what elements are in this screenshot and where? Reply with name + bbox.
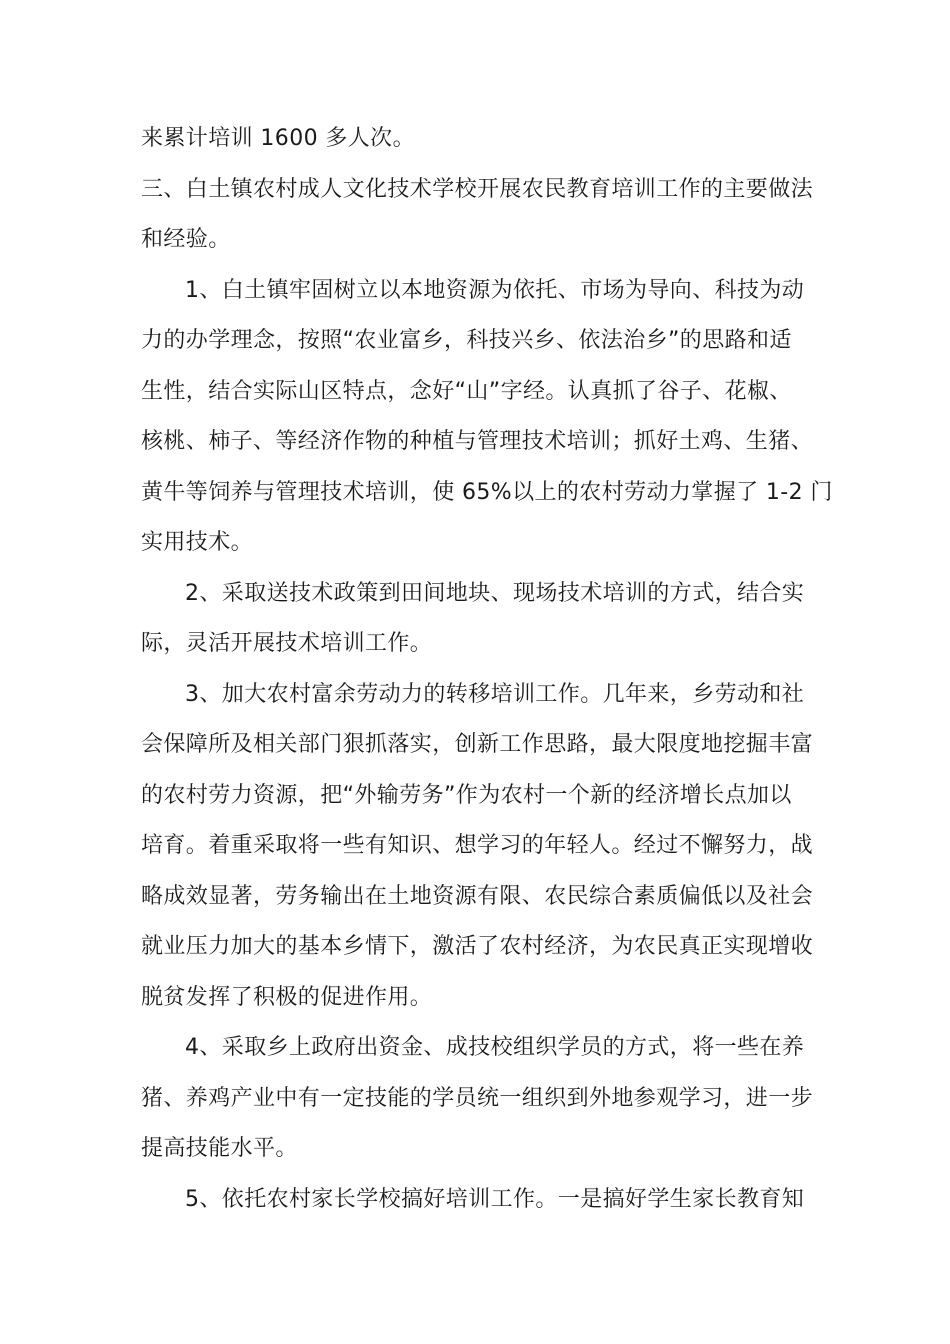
paragraph-1-line-5: 黄牛等饲养与管理技术培训，使 65%以上的农村劳动力掌握了 1-2 门 [141,480,833,505]
paragraph-3-line-6: 就业压力加大的基本乡情下，激活了农村经济，为农民真正实现增收 [141,934,814,959]
paragraph-3-line-4: 培育。着重采取将一些有知识、想学习的年轻人。经过不懈努力，战 [141,833,814,858]
paragraph-3-line-2: 会保障所及相关部门狠抓落实，创新工作思路，最大限度地挖掘丰富 [141,732,814,757]
paragraph-2-line-2: 际，灵活开展技术培训工作。 [141,631,433,656]
paragraph-4-line-1: 4、采取乡上政府出资金、成技校组织学员的方式，将一些在养 [185,1035,805,1060]
paragraph-1-line-2: 力的办学理念，按照“农业富乡，科技兴乡、依法治乡”的思路和适 [141,328,792,353]
paragraph-1-line-3: 生性，结合实际山区特点，念好“山”字经。认真抓了谷子、花椒、 [141,379,792,404]
paragraph-1-line-4: 核桃、柿子、等经济作物的种植与管理技术培训；抓好土鸡、生猪、 [141,429,814,454]
paragraph-3-line-7: 脱贫发挥了积极的促进作用。 [141,985,433,1010]
paragraph-5-line-1: 5、依托农村家长学校搞好培训工作。一是搞好学生家长教育知 [185,1187,805,1212]
paragraph-2-line-1: 2、采取送技术政策到田间地块、现场技术培训的方式，结合实 [185,581,805,606]
section-heading-line-1: 三、白土镇农村成人文化技术学校开展农民教育培训工作的主要做法 [141,177,814,202]
paragraph-4-line-2: 猪、养鸡产业中有一定技能的学员统一组织到外地参观学习，进一步 [141,1086,814,1111]
paragraph-3-line-3: 的农村劳力资源，把“外输劳务”作为农村一个新的经济增长点加以 [141,783,792,808]
paragraph-1-line-1: 1、白土镇牢固树立以本地资源为依托、市场为导向、科技为动 [185,278,805,303]
paragraph-1-line-6: 实用技术。 [141,530,254,555]
paragraph-3-line-5: 略成效显著，劳务输出在土地资源有限、农民综合素质偏低以及社会 [141,884,814,909]
section-heading-line-2: 和经验。 [141,227,231,252]
text-line-1: 来累计培训 1600 多人次。 [141,126,415,151]
paragraph-4-line-3: 提高技能水平。 [141,1136,298,1161]
paragraph-3-line-1: 3、加大农村富余劳动力的转移培训工作。几年来，乡劳动和社 [185,682,805,707]
